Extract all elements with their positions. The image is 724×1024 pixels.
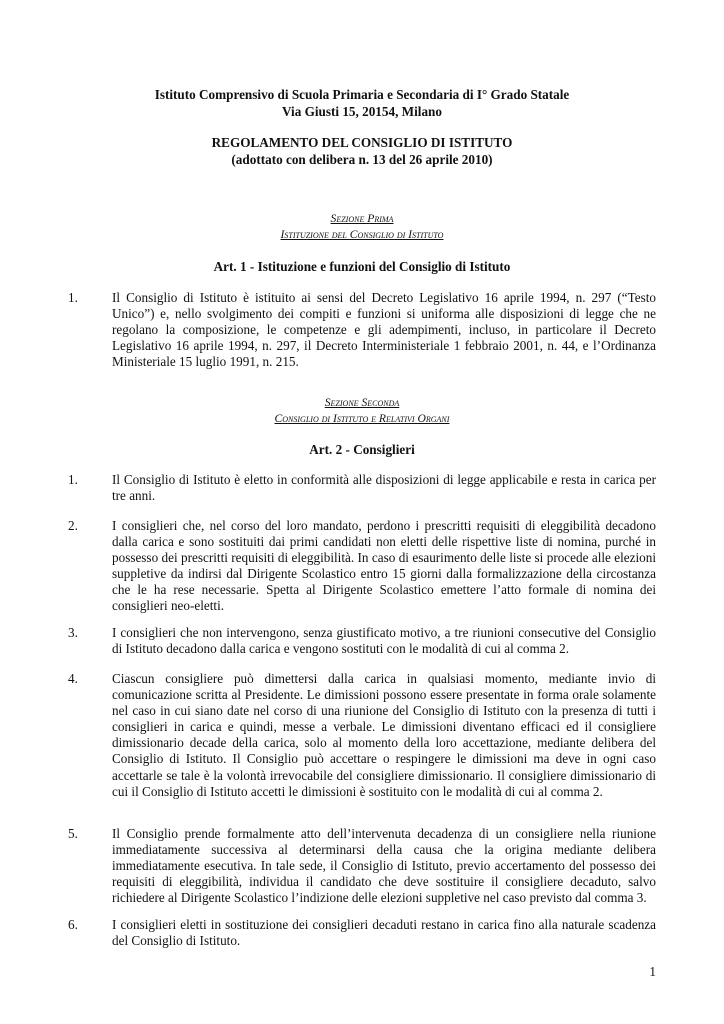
document-subtitle: (adottato con delibera n. 13 del 26 aprile 2010) [231, 152, 493, 167]
item-text: Ciascun consigliere può dimettersi dalla carica in qualsiasi momento, mediante invio di comunicazione scritta al Presidente. Le dimissioni possono essere presentate in forma orale solamente nel caso in cui siano date nel corso di una riunione del Consiglio di Istituto con la presenza di tutti i consiglieri in carica e quindi, messe a verbale. Le dimissioni diventano efficaci ed il consigliere dimissionario decade della carica, solo al momento della loro accettazione, mediante delibera del Consiglio di Istituto. Il Consiglio può accettare o respingere le dimissioni ma deve in ogni caso accettarle se tale è la volontà irrevocabile del consigliere dimissionario. Il consigliere dimissionario di cui il Consiglio di Istituto accetti le dimissioni è sostituito con le modalità di cui al comma 2. [112, 671, 656, 799]
page-number: 1 [649, 964, 656, 979]
section-1-name: Sezione Prima [330, 212, 394, 225]
section-1-title: Istituzione del Consiglio di Istituto [280, 228, 444, 241]
article-2-heading: Art. 2 - Consiglieri [309, 442, 415, 457]
item-text: I consiglieri che non intervengono, senza giustificato motivo, a tre riunioni consecutive del Consiglio di Istituto decadono dalla carica e vengono sostituti con le modalità di cui al comma 2. [112, 625, 656, 657]
item-text: Il Consiglio di Istituto è istituito ai sensi del Decreto Legislativo 16 aprile 1994, n. 297 (“Testo Unico”) e, nello svolgimento dei compiti e funzioni si uniforma alle disposizioni di legge che ne regolano la composizione, le competenze e gli adempimenti, incluso, in particolare il Decreto Legislativo 16 aprile 1994, n. 297, il Decreto Interministeriale 1 febbraio 2001, n. 44, e l’Ordinanza Ministeriale 15 luglio 1991, n. 215. [112, 290, 656, 370]
section-2-title: Consiglio di Istituto e Relativi Organi [274, 412, 450, 425]
item-number: 1. [68, 472, 78, 487]
item-text: I consiglieri eletti in sostituzione dei consiglieri decaduti restano in carica fino alla naturale scadenza del Consiglio di Istituto. [112, 917, 656, 949]
item-number: 3. [68, 625, 78, 640]
item-number: 1. [68, 290, 78, 305]
item-number: 5. [68, 826, 78, 841]
article-1-heading: Art. 1 - Istituzione e funzioni del Consiglio di Istituto [213, 259, 511, 274]
item-text: Il Consiglio di Istituto è eletto in conformità alle disposizioni di legge applicabile e resta in carica per tre anni. [112, 472, 656, 504]
document-title: REGOLAMENTO DEL CONSIGLIO DI ISTITUTO [211, 135, 513, 150]
item-number: 2. [68, 518, 78, 533]
item-number: 6. [68, 917, 78, 932]
school-address: Via Giusti 15, 20154, Milano [282, 104, 442, 119]
section-2-name: Sezione Seconda [324, 396, 400, 409]
item-text: I consiglieri che, nel corso del loro mandato, perdono i prescritti requisiti di eleggibilità decadono dalla carica e sono sostituiti dai primi candidati non eletti delle rispettive liste di nomina, purché in possesso dei prescritti requisiti di eleggibilità. In caso di esaurimento delle liste si procede alle elezioni suppletive da indirsi dal Dirigente Scolastico entro 15 giorni dalla formalizzazione della circostanza che le ha rese necessarie. Spetta al Dirigente Scolastico emettere l’atto formale di nomina dei consiglieri neo-eletti. [112, 518, 656, 614]
school-name: Istituto Comprensivo di Scuola Primaria e Secondaria di I° Grado Statale [154, 87, 570, 102]
item-number: 4. [68, 671, 78, 686]
item-text: Il Consiglio prende formalmente atto dell’intervenuta decadenza di un consigliere nella riunione immediatamente successiva al determinarsi della causa che la origina mediante delibera immediatamente esecutiva. In tale sede, il Consiglio di Istituto, previo accertamento del possesso dei requisiti di eleggibilità, individua il candidato che deve sostituire il consigliere decaduto, salvo richiedere al Dirigente Scolastico l’indizione delle elezioni suppletive nel caso previsto dal comma 3. [112, 826, 656, 906]
